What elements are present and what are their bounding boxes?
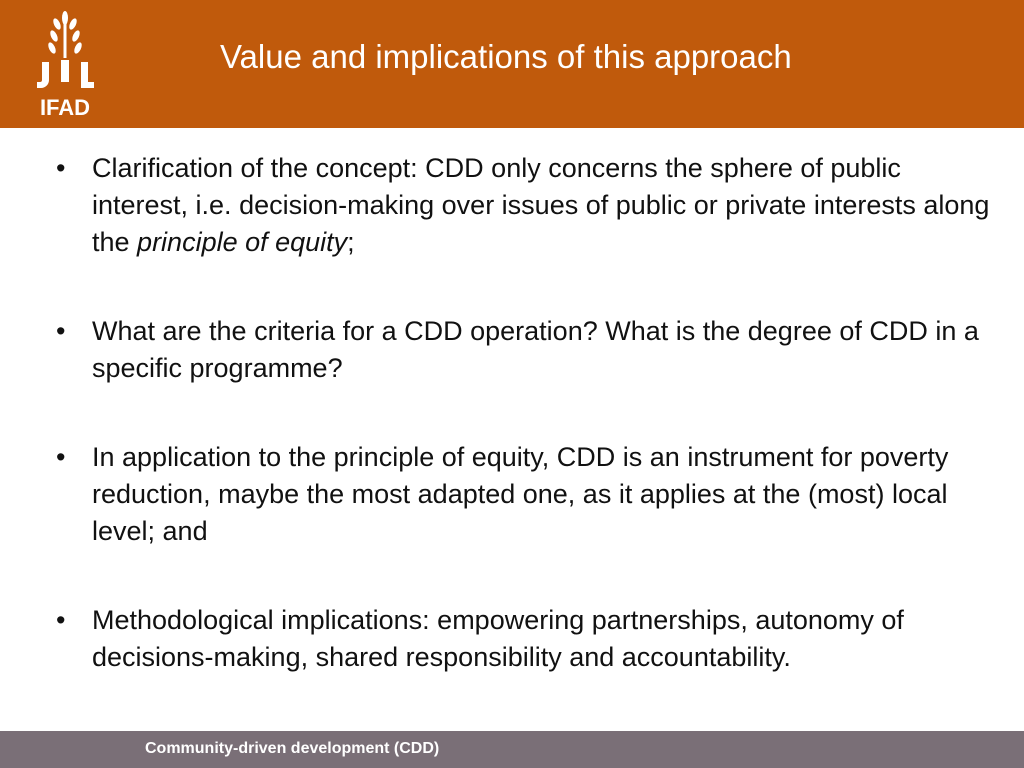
- bullet-text: What are the criteria for a CDD operation? What is the degree of CDD in a specific programme?: [92, 316, 979, 383]
- slide-footer: [0, 731, 1024, 768]
- bullet-item: [56, 150, 996, 261]
- ifad-logo: [30, 10, 100, 122]
- logo-text: IFAD: [39, 95, 91, 120]
- bullet-symbol: •: [56, 316, 66, 346]
- slide-header: [0, 0, 1024, 128]
- bullet-emphasis: principle of equity: [137, 227, 348, 257]
- bullet-symbol: •: [56, 605, 66, 635]
- slide-title: Value and implications of this approach: [220, 38, 792, 75]
- bullet-text: Clarification of the concept: CDD only concerns the sphere of public interest, i.e. decision-making over issues of public or private interests along the: [92, 153, 990, 257]
- footer-text: Community-driven development (CDD): [145, 740, 440, 757]
- bullet-text: Methodological implications: empowering partnerships, autonomy of decisions-making, shared responsibility and accountability.: [92, 605, 904, 672]
- bullet-symbol: •: [56, 442, 66, 472]
- bullet-list: [56, 150, 996, 676]
- bullet-text: In application to the principle of equity, CDD is an instrument for poverty reduction, maybe the most adapted one, as it applies at the (most) local level; and: [92, 442, 949, 546]
- bullet-item: [56, 439, 996, 550]
- bullet-symbol: •: [56, 153, 66, 183]
- bullet-text-end: ;: [347, 227, 355, 257]
- bullet-item: [56, 313, 996, 387]
- bullet-item: [56, 602, 996, 676]
- wheat-logo-icon: [30, 10, 100, 95]
